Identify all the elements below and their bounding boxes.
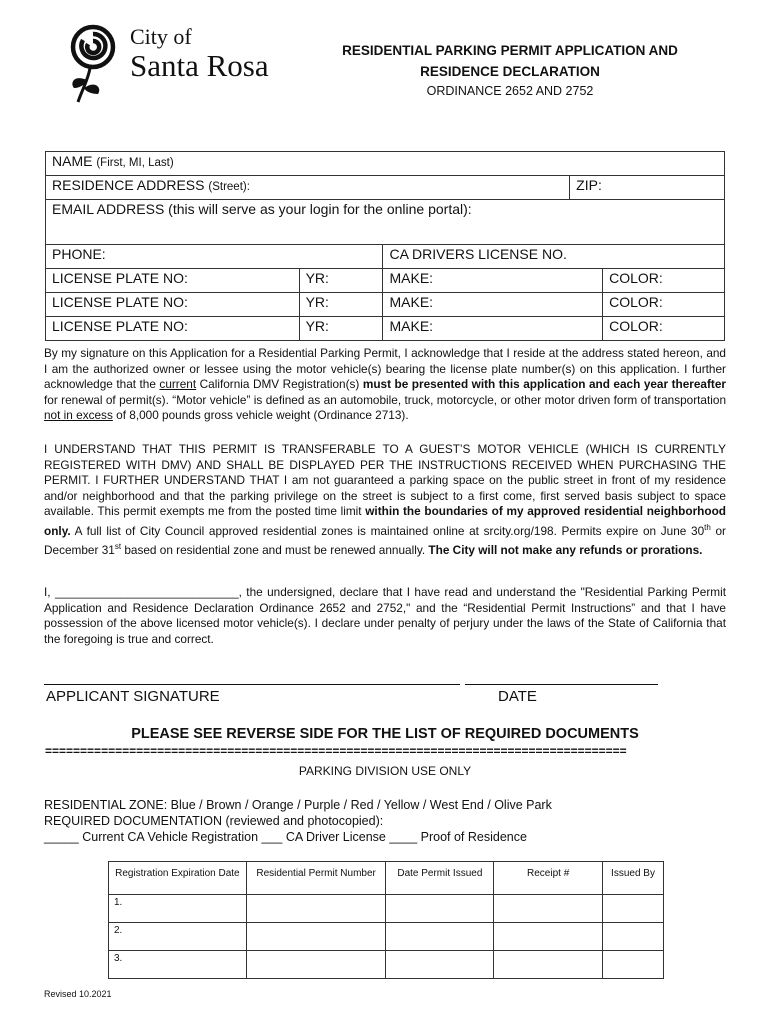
registration-label: Current CA Vehicle Registration [78, 830, 262, 844]
date-label: DATE [498, 688, 537, 705]
division-use-heading: PARKING DIVISION USE ONLY [298, 764, 472, 778]
vehicle-row [46, 269, 725, 293]
license-plate-label: LICENSE PLATE NO: [52, 294, 188, 310]
phone-field[interactable] [46, 245, 383, 269]
para1-text: By my signature on this Application for a Residential Parking Permit, I acknowledge that I reside at the address stated hereon, and I am the authorized owner or lessee using the motor vehicle(s) bearing the license plate number(s) on this application. I further acknowledge that the [44, 346, 726, 392]
vehicle-row [46, 317, 725, 341]
year-field[interactable] [299, 293, 383, 317]
para3-text: I, [44, 585, 55, 599]
make-field[interactable] [383, 269, 603, 293]
row-number[interactable]: 1. [109, 895, 247, 923]
reverse-side-note: PLEASE SEE REVERSE SIDE FOR THE LIST OF REQUIRED DOCUMENTS [131, 726, 639, 742]
office-use-table [108, 861, 664, 979]
form-subtitle: ORDINANCE 2652 AND 2752 [426, 84, 594, 98]
understanding-paragraph [44, 442, 726, 559]
color-label: COLOR: [609, 294, 663, 310]
zip-label: ZIP: [576, 177, 602, 193]
address-label: RESIDENCE ADDRESS [52, 177, 205, 193]
make-field[interactable] [383, 317, 603, 341]
office-table-header [109, 862, 664, 895]
year-label: YR: [305, 294, 329, 310]
para1-underline-not-in-excess: not in excess [44, 408, 113, 423]
column-header: Residential Permit Number [246, 862, 386, 895]
para2-bold-no-refunds: The City will not make any refunds or prorations. [428, 543, 703, 558]
table-cell[interactable] [494, 895, 603, 923]
date-line[interactable] [465, 684, 658, 685]
required-docs-items [44, 830, 527, 844]
zip-field[interactable] [570, 176, 725, 200]
license-checkblank[interactable]: ___ [261, 830, 283, 844]
table-cell[interactable] [386, 895, 494, 923]
logo-santa-rosa-text: Santa Rosa [130, 48, 269, 83]
license-plate-field[interactable] [46, 293, 300, 317]
rose-icon [68, 22, 126, 104]
drivers-license-label: CA DRIVERS LICENSE NO. [389, 246, 567, 262]
row-number[interactable]: 2. [109, 923, 247, 951]
table-cell[interactable] [246, 895, 386, 923]
revision-note: Revised 10.2021 [44, 989, 112, 999]
row-number[interactable]: 3. [109, 951, 247, 979]
acknowledgement-paragraph [44, 346, 726, 424]
form-title-line1: RESIDENTIAL PARKING PERMIT APPLICATION AND [342, 43, 678, 58]
para2-text: I UNDERSTAND THAT THIS PERMIT IS TRANSFERABLE TO A GUEST’S MOTOR VEHICLE (WHICH IS CURRENTLY REGISTERED WITH DMV) AND SHALL BE DISPLAYED PER THE INSTRUCTIONS RECEIVED WHEN PURCHASING THE PERMIT. I FURTHER UNDERSTAND THAT I am not guaranteed a parking space on the public street in front of my residence and/or neighborhood and that the parking privilege on the street is subject to a first come, first served basis subject to space available. This permit exempts me from the posted time limit [44, 442, 726, 519]
color-label: COLOR: [609, 270, 663, 286]
table-cell[interactable] [386, 951, 494, 979]
column-header: Registration Expiration Date [109, 862, 247, 895]
year-label: YR: [305, 270, 329, 286]
license-plate-field[interactable] [46, 269, 300, 293]
name-label: NAME [52, 153, 93, 169]
table-cell[interactable] [603, 895, 664, 923]
column-header: Date Permit Issued [386, 862, 494, 895]
para1-text: California DMV Registration(s) [196, 377, 363, 392]
vehicle-row [46, 293, 725, 317]
table-cell[interactable] [603, 923, 664, 951]
table-row [109, 923, 664, 951]
make-label: MAKE: [389, 294, 434, 310]
color-field[interactable] [603, 293, 725, 317]
address-field[interactable] [46, 176, 570, 200]
table-cell[interactable] [386, 923, 494, 951]
column-header: Receipt # [494, 862, 603, 895]
table-cell[interactable] [603, 951, 664, 979]
license-doc-label: CA Driver License [282, 830, 390, 844]
color-label: COLOR: [609, 318, 663, 334]
table-row [109, 951, 664, 979]
para2-bold-boundaries: within the boundaries of my approved residential neighborhood only. [44, 504, 726, 538]
separator-line: =================================================================================== [45, 744, 627, 758]
email-field[interactable] [46, 200, 725, 245]
declarant-name-blank[interactable]: ____________________________ [54, 585, 239, 599]
applicant-signature-label: APPLICANT SIGNATURE [46, 688, 220, 705]
residence-label: Proof of Residence [417, 830, 527, 844]
make-label: MAKE: [389, 270, 434, 286]
para2-text: or December 31 [44, 523, 726, 558]
name-field[interactable] [46, 152, 725, 176]
superscript: th [704, 522, 711, 532]
license-plate-field[interactable] [46, 317, 300, 341]
email-label: EMAIL ADDRESS (this will serve as your login for the online portal): [52, 201, 472, 217]
signature-line[interactable] [44, 684, 460, 685]
declaration-paragraph [44, 585, 726, 647]
required-docs-line: REQUIRED DOCUMENTATION (reviewed and photocopied): [44, 814, 384, 828]
para1-text: for renewal of permit(s). “Motor vehicle” is defined as an automobile, truck, motorcycle, or other motor driven form of transportation [44, 392, 726, 407]
color-field[interactable] [603, 317, 725, 341]
para3-text: , the undersigned, declare that I have read and understand the "Residential Parking Permit Application and Residence Declaration Ordinance 2652 and 2752," and the “Residential Permit Instructions” and that I have possession of the above licensed motor vehicle(s). I declare under penalty of perjury under the laws of the State of California that the foregoing is true and correct. [44, 585, 726, 646]
make-label: MAKE: [389, 318, 434, 334]
para1-bold-requirement: must be presented with this application and each year thereafter [362, 377, 726, 392]
table-cell[interactable] [246, 951, 386, 979]
applicant-form-table [45, 151, 725, 341]
name-hint: (First, MI, Last) [96, 157, 174, 169]
make-field[interactable] [383, 293, 603, 317]
table-row [109, 895, 664, 923]
para2-text: A full list of City Council approved residential zones is maintained online at srcity.org/198. Permits expire on June 30 [70, 523, 705, 538]
license-plate-label: LICENSE PLATE NO: [52, 270, 188, 286]
para1-text: of 8,000 pounds gross vehicle weight (Ordinance 2713). [112, 408, 409, 423]
column-header: Issued By [603, 862, 664, 895]
year-field[interactable] [299, 269, 383, 293]
residential-zone-line: RESIDENTIAL ZONE: Blue / Brown / Orange / Purple / Red / Yellow / West End / Olive Park [44, 798, 552, 812]
year-field[interactable] [299, 317, 383, 341]
license-plate-label: LICENSE PLATE NO: [52, 318, 188, 334]
address-hint: (Street): [208, 181, 250, 193]
residence-checkblank[interactable]: ____ [389, 830, 418, 844]
drivers-license-field[interactable] [383, 245, 725, 269]
para2-text: based on residential zone and must be renewed annually. [121, 543, 429, 558]
table-cell[interactable] [494, 923, 603, 951]
color-field[interactable] [603, 269, 725, 293]
table-cell[interactable] [246, 923, 386, 951]
form-title-line2: RESIDENCE DECLARATION [420, 64, 600, 79]
superscript: st [114, 542, 122, 552]
para1-underline-current: current [159, 377, 197, 392]
city-logo [68, 22, 288, 104]
year-label: YR: [305, 318, 329, 334]
registration-checkblank[interactable]: _____ [44, 830, 79, 844]
phone-label: PHONE: [52, 246, 106, 262]
logo-city-text: City of [130, 24, 192, 49]
table-cell[interactable] [494, 951, 603, 979]
